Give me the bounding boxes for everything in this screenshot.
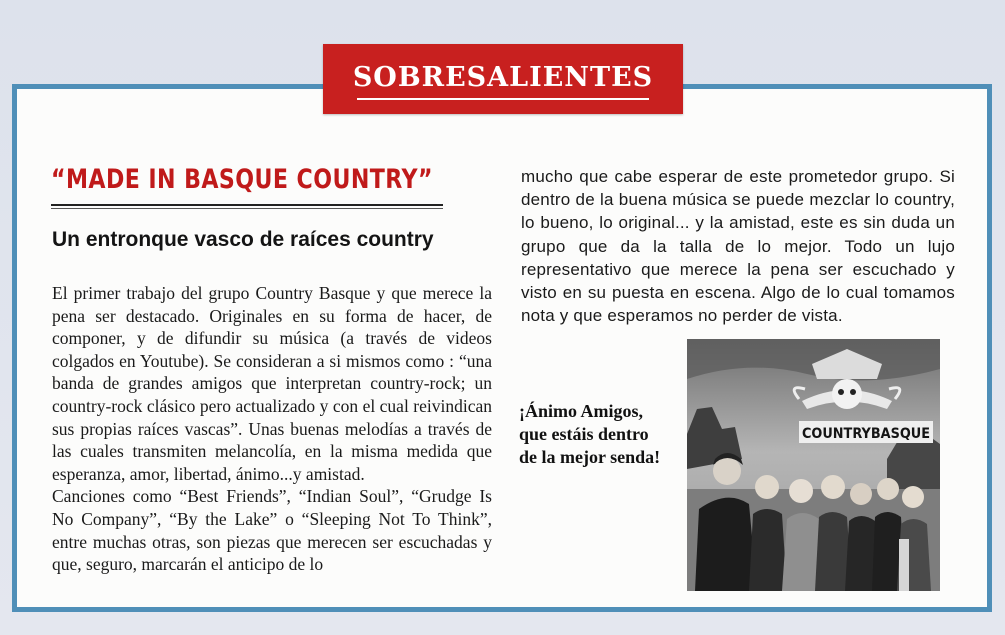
band-photo-image — [687, 339, 940, 591]
article-body-left-column — [52, 282, 492, 576]
article-body-right-column — [521, 165, 955, 327]
callout-line: de la mejor senda! — [519, 447, 661, 467]
band-logo-text: COUNTRYBASQUE — [802, 426, 930, 442]
section-title-underline — [357, 98, 649, 100]
headline-rule-thin — [51, 208, 443, 209]
article-paragraph: El primer trabajo del grupo Country Basque y que merece la pena ser destacado. Originales en su forma de hacer, de componer, y de difundir su música (a través de videos colgados en Youtube). Se consideran a si mismos como : “una banda de grandes amigos que interpretan country-rock; un country-rock clásico pero actualizado y con el cual reivindican sus propias raíces vascas”. Unas buenas melodías a través de las cuales transmiten melancolía, en la misma medida que esperanza, amor, libertad, ánimo...y amistad. — [52, 283, 492, 484]
article-callout — [519, 400, 684, 469]
section-header-badge — [323, 44, 683, 114]
section-title: SOBRESALIENTES — [352, 62, 654, 93]
band-photo — [687, 339, 940, 591]
callout-line: que estáis dentro — [519, 424, 649, 444]
article-headline: “MADE IN BASQUE COUNTRY” — [51, 164, 433, 195]
headline-rule — [51, 204, 443, 206]
article-paragraph: mucho que cabe esperar de este prometedor grupo. Si dentro de la buena música se puede mezclar lo country, lo bueno, lo original... y la amistad, este es sin duda un grupo que da la talla de lo mejor. Todo un lujo representativo que merece la pena ser escuchado y visto en su puesta en escena. Algo de lo cual tomamos nota y que esperamos no perder de vista. — [521, 167, 955, 326]
callout-line: ¡Ánimo Amigos, — [519, 401, 644, 421]
article-paragraph: Canciones como “Best Friends”, “Indian Soul”, “Grudge Is No Company”, “By the Lake” o “Sleeping Not To Think”, entre muchas otras, son piezas que merecen ser escuchadas y que, seguro, marcarán el anticipo de lo — [52, 486, 492, 575]
article-subheadline: Un entronque vasco de raíces country — [52, 228, 434, 251]
